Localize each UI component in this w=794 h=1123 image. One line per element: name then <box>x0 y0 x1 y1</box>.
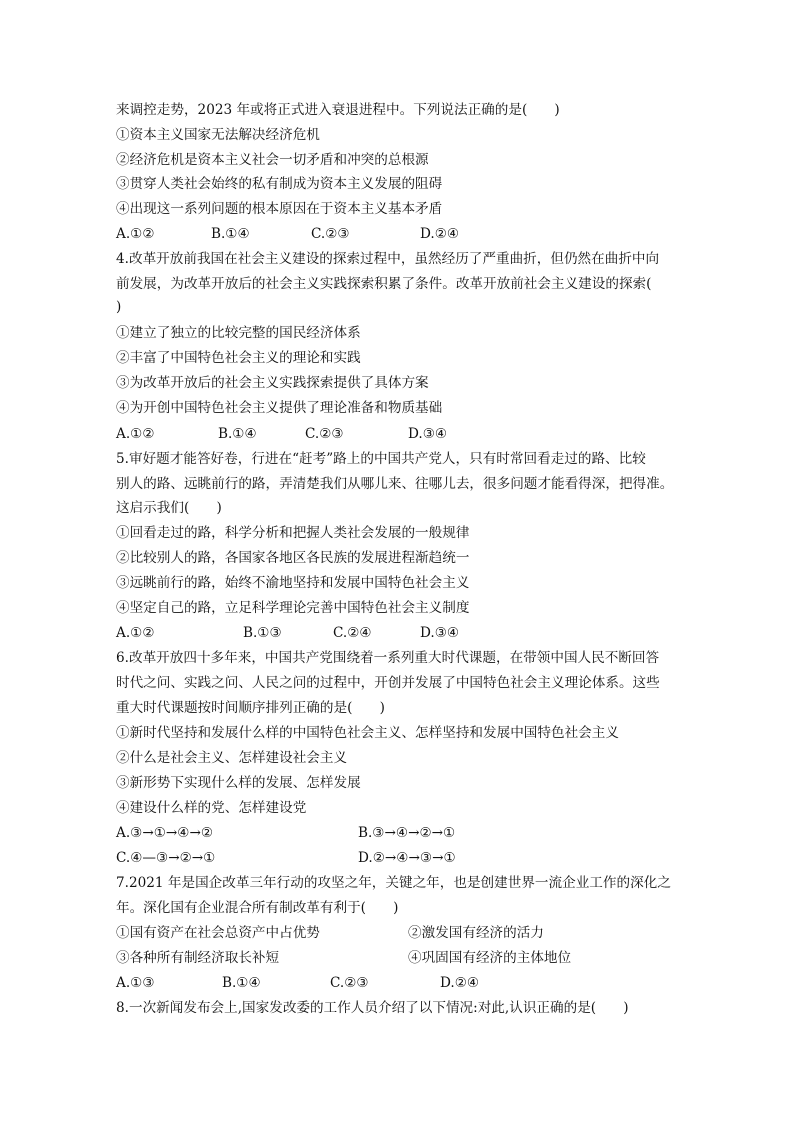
q3-item-1: ①资本主义国家无法解决经济危机 <box>116 127 320 143</box>
q5-stem-3: 这启示我们( ) <box>116 500 222 516</box>
q4-item-3: ③为改革开放后的社会主义实践探索提供了具体方案 <box>116 375 429 391</box>
q7-item-2: ②激发国有经济的活力 <box>408 925 544 941</box>
q5-item-4: ④坚定自己的路，立足科学理论完善中国特色社会主义制度 <box>116 600 470 616</box>
q5-option-b: B.①③ <box>243 625 282 641</box>
q5-option-d: D.③④ <box>420 625 460 641</box>
q4-stem-3: ) <box>116 299 122 315</box>
q6-item-2: ②什么是社会主义、怎样建设社会主义 <box>116 750 348 766</box>
q6-stem-3: 重大时代课题按时间顺序排列正确的是( ) <box>116 700 385 716</box>
q7-option-c: C.②③ <box>330 975 369 991</box>
q4-item-2: ②丰富了中国特色社会主义的理论和实践 <box>116 350 361 366</box>
q4-item-4: ④为开创中国特色社会主义提供了理论准备和物质基础 <box>116 400 443 416</box>
q3-item-2: ②经济危机是资本主义社会一切矛盾和冲突的总根源 <box>116 152 429 168</box>
q4-item-1: ①建立了独立的比较完整的国民经济体系 <box>116 325 361 341</box>
q5-item-1: ①回看走过的路，科学分析和把握人类社会发展的一般规律 <box>116 525 470 541</box>
q4-option-a: A.①② <box>116 426 155 442</box>
q7-option-a: A.①③ <box>116 975 155 991</box>
q3-option-d: D.②④ <box>420 226 460 242</box>
q5-stem-2: 别人的路、远眺前行的路，弄清楚我们从哪儿来、往哪儿去，很多问题才能看得深，把得准。 <box>116 476 674 492</box>
q5-option-a: A.①② <box>116 625 155 641</box>
q7-option-b: B.①④ <box>222 975 261 991</box>
q6-option-c: C.④—③→②→① <box>116 850 216 866</box>
q4-stem-2: 前发展，为改革开放后的社会主义实践探索积累了条件。改革开放前社会主义建设的探索( <box>116 276 652 292</box>
q4-option-b: B.①④ <box>218 426 257 442</box>
q7-item-1: ①国有资产在社会总资产中占优势 <box>116 925 320 941</box>
q3-option-a: A.①② <box>116 226 155 242</box>
q4-stem-1: 4.改革开放前我国在社会主义建设的探索过程中，虽然经历了严重曲折，但仍然在曲折中向 <box>116 251 660 267</box>
q7-stem-1: 7.2021 年是国企改革三年行动的攻坚之年，关键之年，也是创建世界一流企业工作的深化之 <box>116 875 671 891</box>
q7-item-4: ④巩固国有经济的主体地位 <box>408 950 572 966</box>
q4-option-d: D.③④ <box>408 426 448 442</box>
q6-item-1: ①新时代坚持和发展什么样的中国特色社会主义、怎样坚持和发展中国特色社会主义 <box>116 725 619 741</box>
q6-item-3: ③新形势下实现什么样的发展、怎样发展 <box>116 775 361 791</box>
q6-stem-2: 时代之问、实践之问、人民之问的过程中，开创并发展了中国特色社会主义理论体系。这些 <box>116 675 660 691</box>
q3-option-b: B.①④ <box>211 226 250 242</box>
q7-stem-2: 年。深化国有企业混合所有制改革有利于( ) <box>116 900 399 916</box>
q6-option-d: D.②→④→③→① <box>358 850 456 866</box>
q3-item-4: ④出现这一系列问题的根本原因在于资本主义基本矛盾 <box>116 201 443 217</box>
q6-option-b: B.③→④→②→① <box>358 825 456 841</box>
q7-item-3: ③各种所有制经济取长补短 <box>116 950 280 966</box>
q5-option-c: C.②④ <box>333 625 372 641</box>
q5-item-3: ③远眺前行的路，始终不渝地坚持和发展中国特色社会主义 <box>116 575 470 591</box>
q6-option-a: A.③→①→④→② <box>116 825 214 841</box>
q3-option-c: C.②③ <box>311 226 350 242</box>
q4-option-c: C.②③ <box>305 426 344 442</box>
q5-item-2: ②比较别人的路，各国家各地区各民族的发展进程渐趋统一 <box>116 550 470 566</box>
q6-stem-1: 6.改革开放四十多年来，中国共产党围绕着一系列重大时代课题，在带领中国人民不断回答 <box>116 650 660 666</box>
q3-item-3: ③贯穿人类社会始终的私有制成为资本主义发展的阻碍 <box>116 176 443 192</box>
q5-stem-1: 5.审好题才能答好卷，行进在“赶考”路上的中国共产党人，只有时常回看走过的路、比较 <box>116 451 646 467</box>
q8-stem-1: 8.一次新闻发布会上,国家发改委的工作人员介绍了以下情况:对此,认识正确的是( ) <box>116 1000 629 1016</box>
q7-option-d: D.②④ <box>440 975 480 991</box>
q3-stem: 来调控走势，2023 年或将正式进入衰退进程中。下列说法正确的是( ) <box>116 102 560 118</box>
q6-item-4: ④建设什么样的党、怎样建设党 <box>116 800 307 816</box>
